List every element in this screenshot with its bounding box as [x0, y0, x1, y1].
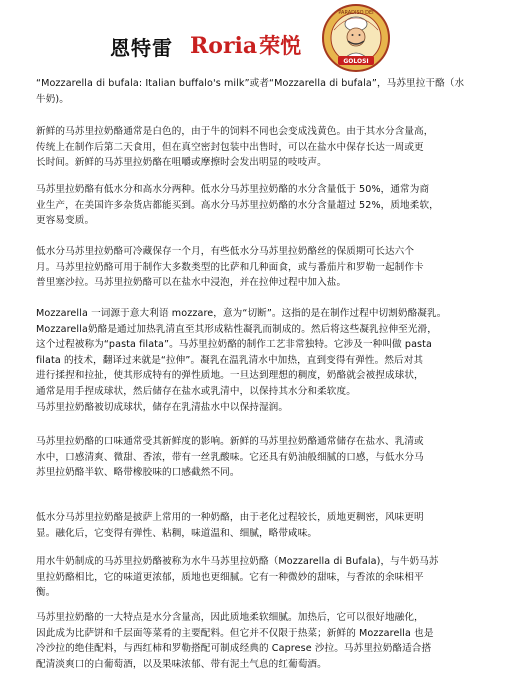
logo-text-bottom: GOLOSI	[343, 58, 369, 65]
paragraph-line: Mozzarella奶酪是通过加热乳清直至其形成粘性凝乳而制成的。然后将这些凝乳拉伸至光滑，	[36, 323, 437, 335]
paragraph-line: 配清淡爽口的白葡萄酒，以及果味浓郁、带有泥土气息的红葡萄酒。	[36, 658, 327, 670]
paragraph-line: 显。融化后，它变得有弹性、粘稠，味道温和、细腻，略带咸味。	[36, 527, 318, 539]
paragraph-line: 冷沙拉的绝佳配料，与西红柿和罗勒搭配可制成经典的 Caprese 沙拉。马苏里拉奶酪适合搭	[36, 643, 432, 655]
paragraph-line: 业生产，在美国许多杂货店都能买到。高水分马苏里拉奶酪的水分含量超过 52%，质地柔软，	[36, 199, 439, 211]
paragraph-line: 月。马苏里拉奶酪可用于制作大多数类型的比萨和几种面食，或与番茄片和罗勒一起制作卡	[36, 261, 424, 273]
brand-name-cn: 恩特雷	[110, 36, 173, 60]
paragraph-line: 马苏里拉奶酪的一大特点是水分含量高，因此质地柔软细腻。加热后，它可以很好地融化，	[36, 612, 424, 623]
paragraph-line: 通常是用手捏成球状，然后储存在盐水或乳清中，以保持其水分和柔软度。	[36, 385, 356, 397]
brand-name-en: Roria	[190, 33, 258, 59]
paragraph	[36, 510, 496, 541]
paragraph	[36, 76, 496, 107]
paragraph-line: 这个过程被称为“pasta filata”。马苏里拉奶酪的制作工艺非常独特。它涉及一种叫做 pasta	[36, 339, 432, 351]
paragraph-line: 普里塞沙拉。马苏里拉奶酪可以在盐水中浸泡，并在拉伸过程中加入盐。	[36, 277, 347, 289]
paragraph-line: 传统上在制作后第二天食用，但在真空密封包装中出售时，可以在盐水中保存长达一周或更	[36, 141, 424, 153]
paragraph-line: 马苏里拉奶酪的口味通常受其新鲜度的影响。新鲜的马苏里拉奶酪通常储存在盐水、乳清或	[36, 436, 424, 447]
paragraph-line: “Mozzarella di bufala: Italian buffalo's milk”或者“Mozzarella di bufala”，马苏里拉干酪（水	[36, 78, 465, 89]
paradiso-dei-golosi-logo	[320, 2, 392, 74]
brand-name-en-cn: 荣悦	[259, 34, 302, 58]
paragraph	[36, 434, 496, 481]
document-header	[0, 0, 528, 78]
paragraph-line: 里拉奶酪相比，它的味道更浓郁，质地也更细腻。它有一种微妙的甜味，与香浓的余味相平	[36, 571, 424, 583]
paragraph-line: 用水牛奶制成的马苏里拉奶酪被称为水牛马苏里拉奶酪（Mozzarella di Bufala)，与牛奶马苏	[36, 556, 439, 567]
paragraph-line: 水中，口感清爽、微甜、香浓，带有一丝乳酸味。它还具有奶油般细腻的口感，与低水分马	[36, 451, 424, 463]
paragraph-line: filata 的技术，翻译过来就是“拉伸”。凝乳在温乳清水中加热，直到变得有弹性。然后对其	[36, 354, 424, 366]
paragraph	[36, 554, 496, 601]
paragraph-line: 苏里拉奶酪半软、略带橡胶味的口感截然不同。	[36, 467, 240, 479]
paragraph-line: 进行揉捏和拉扯，使其形成特有的弹性质地。一旦达到理想的稠度，奶酪就会被捏成球状，	[36, 370, 424, 382]
paragraph-line: Mozzarella 一词源于意大利语 mozzare，意为“切断”。这指的是在制作过程中切割奶酪凝乳。	[36, 308, 447, 319]
paragraph-line: 衡。	[36, 587, 56, 599]
logo-text-top: PARADISO DEI	[338, 10, 374, 16]
paragraph-line: 新鲜的马苏里拉奶酪通常是白色的，由于牛的饲料不同也会变成浅黄色。由于其水分含量高，	[36, 126, 434, 137]
paragraph-line: 马苏里拉奶酪有低水分和高水分两种。低水分马苏里拉奶酪的水分含量低于 50%，通常为商	[36, 184, 430, 195]
paragraph-line: 长时间。新鲜的马苏里拉奶酪在咀嚼或摩擦时会发出明显的吱吱声。	[36, 157, 327, 169]
paragraph-line: 低水分马苏里拉奶酪是披萨上常用的一种奶酪，由于老化过程较长，质地更稠密，风味更明	[36, 512, 424, 523]
paragraph-line: 马苏里拉奶酪被切成球状，储存在乳清盐水中以保持湿润。	[36, 401, 289, 413]
paragraph	[36, 306, 496, 415]
paragraph-line: 低水分马苏里拉奶酪可冷藏保存一个月，有些低水分马苏里拉奶酪丝的保质期可长达六个	[36, 246, 415, 257]
paragraph	[36, 244, 496, 291]
paragraph	[36, 610, 496, 672]
brand-name-roria	[190, 30, 301, 60]
paragraph-line: 牛奶)。	[36, 93, 69, 105]
paragraph-line: 更容易变质。	[36, 215, 95, 227]
paragraph-line: 因此成为比萨饼和千层面等菜肴的主要配料。但它并不仅限于热菜；新鲜的 Mozzarella 也是	[36, 627, 434, 639]
paragraph	[36, 124, 496, 171]
paragraph	[36, 182, 496, 229]
